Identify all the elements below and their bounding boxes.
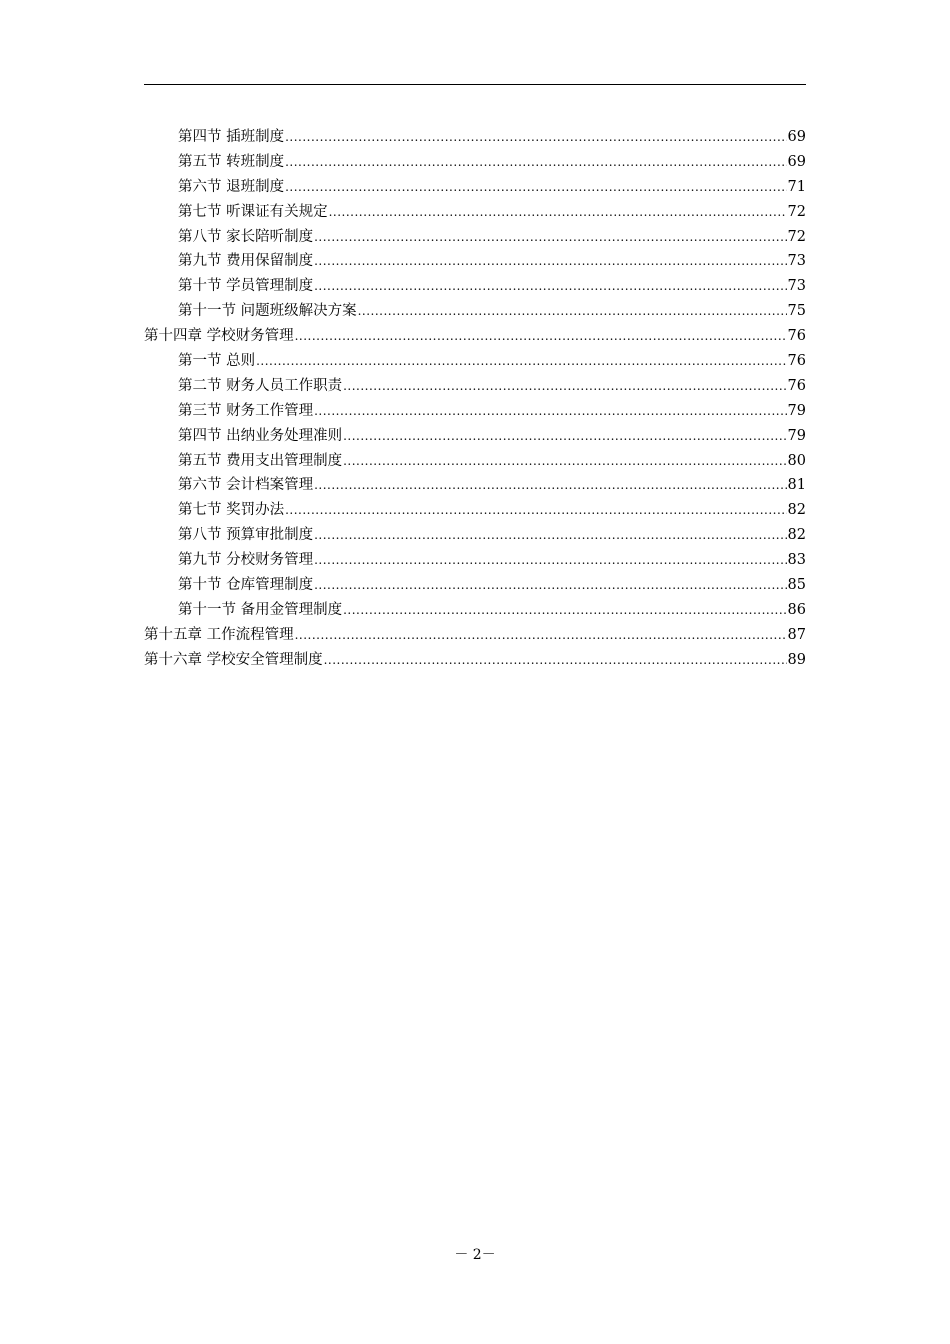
toc-section-entry[interactable]: [144, 548, 806, 573]
toc-entry-title: 第六节 会计档案管理: [178, 477, 314, 494]
toc-entry-page-number: 79: [787, 427, 806, 444]
toc-entry-title: 第十节 学员管理制度: [178, 278, 314, 295]
toc-section-entry[interactable]: [144, 150, 806, 175]
toc-dot-leader: [314, 399, 786, 424]
toc-entry-page-number: 71: [787, 178, 806, 195]
toc-section-entry[interactable]: [144, 473, 806, 498]
toc-entry-title: 第五节 费用支出管理制度: [178, 452, 343, 469]
toc-section-entry[interactable]: [144, 598, 806, 623]
toc-entry-title: 第十节 仓库管理制度: [178, 577, 314, 594]
toc-entry-page-number: 79: [787, 402, 806, 419]
toc-entry-page-number: 80: [787, 452, 806, 469]
toc-section-entry[interactable]: [144, 523, 806, 548]
toc-section-entry[interactable]: [144, 374, 806, 399]
toc-dot-leader: [343, 374, 786, 399]
toc-entry-title: 第五节 转班制度: [178, 153, 285, 170]
toc-entry-title: 第十六章 学校安全管理制度: [144, 651, 323, 668]
toc-section-entry[interactable]: [144, 573, 806, 598]
toc-entry-page-number: 76: [787, 377, 806, 394]
toc-entry-title: 第十一节 备用金管理制度: [178, 601, 343, 618]
toc-entry-title: 第六节 退班制度: [178, 178, 285, 195]
toc-dot-leader: [324, 648, 787, 673]
toc-chapter-entry[interactable]: [144, 648, 806, 673]
toc-entry-title: 第二节 财务人员工作职责: [178, 377, 343, 394]
toc-dot-leader: [343, 598, 786, 623]
toc-entry-title: 第八节 家长陪听制度: [178, 228, 314, 245]
toc-dot-leader: [285, 125, 786, 150]
toc-entry-page-number: 85: [787, 577, 806, 594]
toc-section-entry[interactable]: [144, 200, 806, 225]
toc-entry-page-number: 73: [787, 253, 806, 270]
toc-section-entry[interactable]: [144, 299, 806, 324]
toc-entry-title: 第七节 奖罚办法: [178, 502, 285, 519]
toc-chapter-entry[interactable]: [144, 623, 806, 648]
toc-entry-page-number: 72: [787, 228, 806, 245]
toc-entry-title: 第八节 预算审批制度: [178, 527, 314, 544]
toc-entry-page-number: 69: [787, 129, 806, 145]
page-number: － 2－: [454, 1247, 496, 1263]
toc-entry-title: 第四节 插班制度: [178, 129, 285, 145]
toc-entry-title: 第三节 财务工作管理: [178, 402, 314, 419]
toc-entry-page-number: 76: [787, 353, 806, 370]
toc-dot-leader: [314, 573, 786, 598]
toc-entry-page-number: 87: [787, 626, 806, 643]
toc-dot-leader: [285, 498, 786, 523]
toc-dot-leader: [256, 349, 786, 374]
toc-entry-page-number: 89: [787, 651, 806, 668]
toc-section-entry[interactable]: [144, 424, 806, 449]
toc-entry-page-number: 72: [787, 203, 806, 220]
toc-entry-page-number: 76: [787, 328, 806, 345]
toc-entry-page-number: 82: [787, 502, 806, 519]
toc-dot-leader: [314, 523, 786, 548]
toc-section-entry[interactable]: [144, 349, 806, 374]
toc-entry-page-number: 73: [787, 278, 806, 295]
toc-section-entry[interactable]: [144, 449, 806, 474]
toc-entry-page-number: 83: [787, 552, 806, 569]
toc-section-entry[interactable]: [144, 175, 806, 200]
toc-entry-title: 第四节 出纳业务处理准则: [178, 427, 343, 444]
toc-entry-title: 第九节 费用保留制度: [178, 253, 314, 270]
toc-dot-leader: [314, 249, 786, 274]
toc-entry-title: 第一节 总则: [178, 353, 256, 370]
toc-section-entry[interactable]: [144, 274, 806, 299]
toc-entry-page-number: 82: [787, 527, 806, 544]
toc-entry-page-number: 86: [787, 601, 806, 618]
toc-dot-leader: [314, 225, 786, 250]
toc-dot-leader: [295, 324, 787, 349]
toc-entry-page-number: 69: [787, 153, 806, 170]
table-of-contents: [144, 125, 806, 673]
toc-dot-leader: [285, 175, 786, 200]
toc-entry-page-number: 75: [787, 303, 806, 320]
toc-entry-title: 第十五章 工作流程管理: [144, 626, 294, 643]
toc-dot-leader: [314, 548, 786, 573]
toc-section-entry[interactable]: [144, 399, 806, 424]
toc-entry-title: 第十四章 学校财务管理: [144, 328, 294, 345]
toc-section-entry[interactable]: [144, 225, 806, 250]
toc-entry-title: 第七节 听课证有关规定: [178, 203, 328, 220]
header-rule: [144, 84, 806, 85]
toc-dot-leader: [358, 299, 787, 324]
toc-dot-leader: [314, 274, 786, 299]
toc-dot-leader: [329, 200, 787, 225]
toc-entry-page-number: 81: [787, 477, 806, 494]
toc-chapter-entry[interactable]: [144, 324, 806, 349]
toc-entry-title: 第十一节 问题班级解决方案: [178, 303, 357, 320]
toc-dot-leader: [314, 473, 786, 498]
toc-dot-leader: [285, 150, 786, 175]
toc-dot-leader: [343, 424, 786, 449]
toc-dot-leader: [343, 449, 786, 474]
toc-dot-leader: [295, 623, 787, 648]
toc-entry-title: 第九节 分校财务管理: [178, 552, 314, 569]
toc-section-entry[interactable]: [144, 249, 806, 274]
toc-section-entry[interactable]: [144, 498, 806, 523]
toc-section-entry[interactable]: [144, 125, 806, 150]
